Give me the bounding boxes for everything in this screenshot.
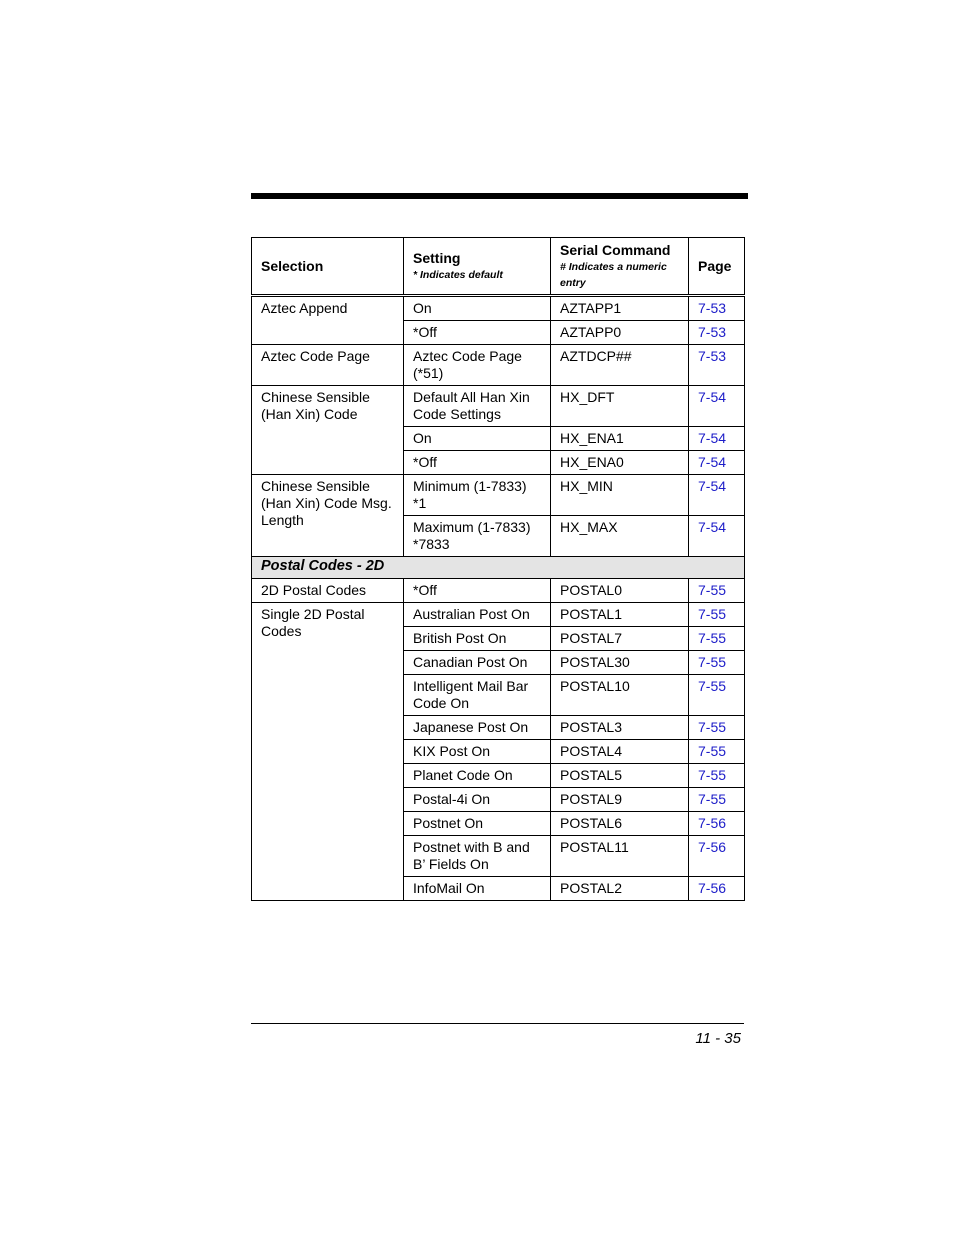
- command-cell: AZTAPP1: [551, 296, 689, 321]
- serial-command-table: [251, 237, 745, 901]
- command-cell: AZTAPP0: [551, 321, 689, 345]
- footer-rule: [251, 1023, 744, 1024]
- page-link[interactable]: 7-54: [689, 451, 745, 475]
- setting-cell: Minimum (1-7833) *1: [404, 475, 551, 516]
- command-cell: POSTAL7: [551, 627, 689, 651]
- command-cell: POSTAL2: [551, 877, 689, 901]
- setting-cell: On: [404, 296, 551, 321]
- setting-cell: KIX Post On: [404, 740, 551, 764]
- header-page: Page: [689, 238, 745, 296]
- page-link[interactable]: 7-54: [689, 386, 745, 427]
- command-cell: POSTAL9: [551, 788, 689, 812]
- section-title: Postal Codes - 2D: [252, 557, 745, 579]
- command-cell: POSTAL10: [551, 675, 689, 716]
- command-cell: POSTAL0: [551, 579, 689, 603]
- setting-cell: Postnet with B and B’ Fields On: [404, 836, 551, 877]
- page-link[interactable]: 7-55: [689, 740, 745, 764]
- setting-cell: British Post On: [404, 627, 551, 651]
- page-link[interactable]: 7-53: [689, 321, 745, 345]
- command-cell: HX_DFT: [551, 386, 689, 427]
- page-link[interactable]: 7-54: [689, 427, 745, 451]
- setting-cell: Intelligent Mail Bar Code On: [404, 675, 551, 716]
- page-link[interactable]: 7-54: [689, 475, 745, 516]
- setting-cell: *Off: [404, 321, 551, 345]
- table-row: [252, 475, 745, 516]
- page-link[interactable]: 7-55: [689, 627, 745, 651]
- command-cell: HX_MAX: [551, 516, 689, 557]
- header-serial-command: Serial Command # Indicates a numeric entry: [551, 238, 689, 296]
- page-link[interactable]: 7-55: [689, 579, 745, 603]
- command-cell: POSTAL5: [551, 764, 689, 788]
- page-link[interactable]: 7-53: [689, 296, 745, 321]
- page-link[interactable]: 7-55: [689, 716, 745, 740]
- page-link[interactable]: 7-56: [689, 836, 745, 877]
- setting-cell: InfoMail On: [404, 877, 551, 901]
- setting-cell: Planet Code On: [404, 764, 551, 788]
- selection-cell: 2D Postal Codes: [252, 579, 404, 603]
- section-row: [252, 557, 745, 579]
- header-selection: Selection: [252, 238, 404, 296]
- table-row: [252, 579, 745, 603]
- table-header-row: [252, 238, 745, 296]
- table-row: [252, 296, 745, 321]
- selection-cell: Chinese Sensible (Han Xin) Code Msg. Length: [252, 475, 404, 557]
- setting-cell: On: [404, 427, 551, 451]
- command-cell: POSTAL3: [551, 716, 689, 740]
- setting-cell: Postnet On: [404, 812, 551, 836]
- setting-cell: Canadian Post On: [404, 651, 551, 675]
- page-link[interactable]: 7-55: [689, 603, 745, 627]
- header-setting-note: * Indicates default: [413, 268, 503, 281]
- command-cell: HX_ENA1: [551, 427, 689, 451]
- command-cell: POSTAL6: [551, 812, 689, 836]
- selection-cell: Aztec Code Page: [252, 345, 404, 386]
- command-cell: AZTDCP##: [551, 345, 689, 386]
- table-row: [252, 345, 745, 386]
- page-link[interactable]: 7-54: [689, 516, 745, 557]
- table-row: [252, 386, 745, 427]
- setting-cell: *Off: [404, 579, 551, 603]
- table-body: [252, 296, 745, 901]
- selection-cell: Chinese Sensible (Han Xin) Code: [252, 386, 404, 475]
- page-link[interactable]: 7-55: [689, 788, 745, 812]
- page-link[interactable]: 7-56: [689, 877, 745, 901]
- page-link[interactable]: 7-53: [689, 345, 745, 386]
- selection-cell: Single 2D Postal Codes: [252, 603, 404, 901]
- page-number: 11 - 35: [695, 1030, 741, 1047]
- command-cell: POSTAL11: [551, 836, 689, 877]
- page-link[interactable]: 7-56: [689, 812, 745, 836]
- command-cell: POSTAL4: [551, 740, 689, 764]
- setting-cell: *Off: [404, 451, 551, 475]
- setting-cell: Postal-4i On: [404, 788, 551, 812]
- setting-cell: Aztec Code Page (*51): [404, 345, 551, 386]
- page-link[interactable]: 7-55: [689, 675, 745, 716]
- command-cell: HX_MIN: [551, 475, 689, 516]
- command-cell: HX_ENA0: [551, 451, 689, 475]
- setting-cell: Australian Post On: [404, 603, 551, 627]
- table-row: [252, 603, 745, 627]
- selection-cell: Aztec Append: [252, 296, 404, 345]
- header-setting: Setting * Indicates default: [404, 238, 551, 296]
- setting-cell: Japanese Post On: [404, 716, 551, 740]
- setting-cell: Default All Han Xin Code Settings: [404, 386, 551, 427]
- command-cell: POSTAL1: [551, 603, 689, 627]
- setting-cell: Maximum (1-7833) *7833: [404, 516, 551, 557]
- header-serial-note: # Indicates a numeric entry: [560, 260, 667, 289]
- command-cell: POSTAL30: [551, 651, 689, 675]
- page-link[interactable]: 7-55: [689, 764, 745, 788]
- top-rule: [251, 193, 748, 199]
- page-link[interactable]: 7-55: [689, 651, 745, 675]
